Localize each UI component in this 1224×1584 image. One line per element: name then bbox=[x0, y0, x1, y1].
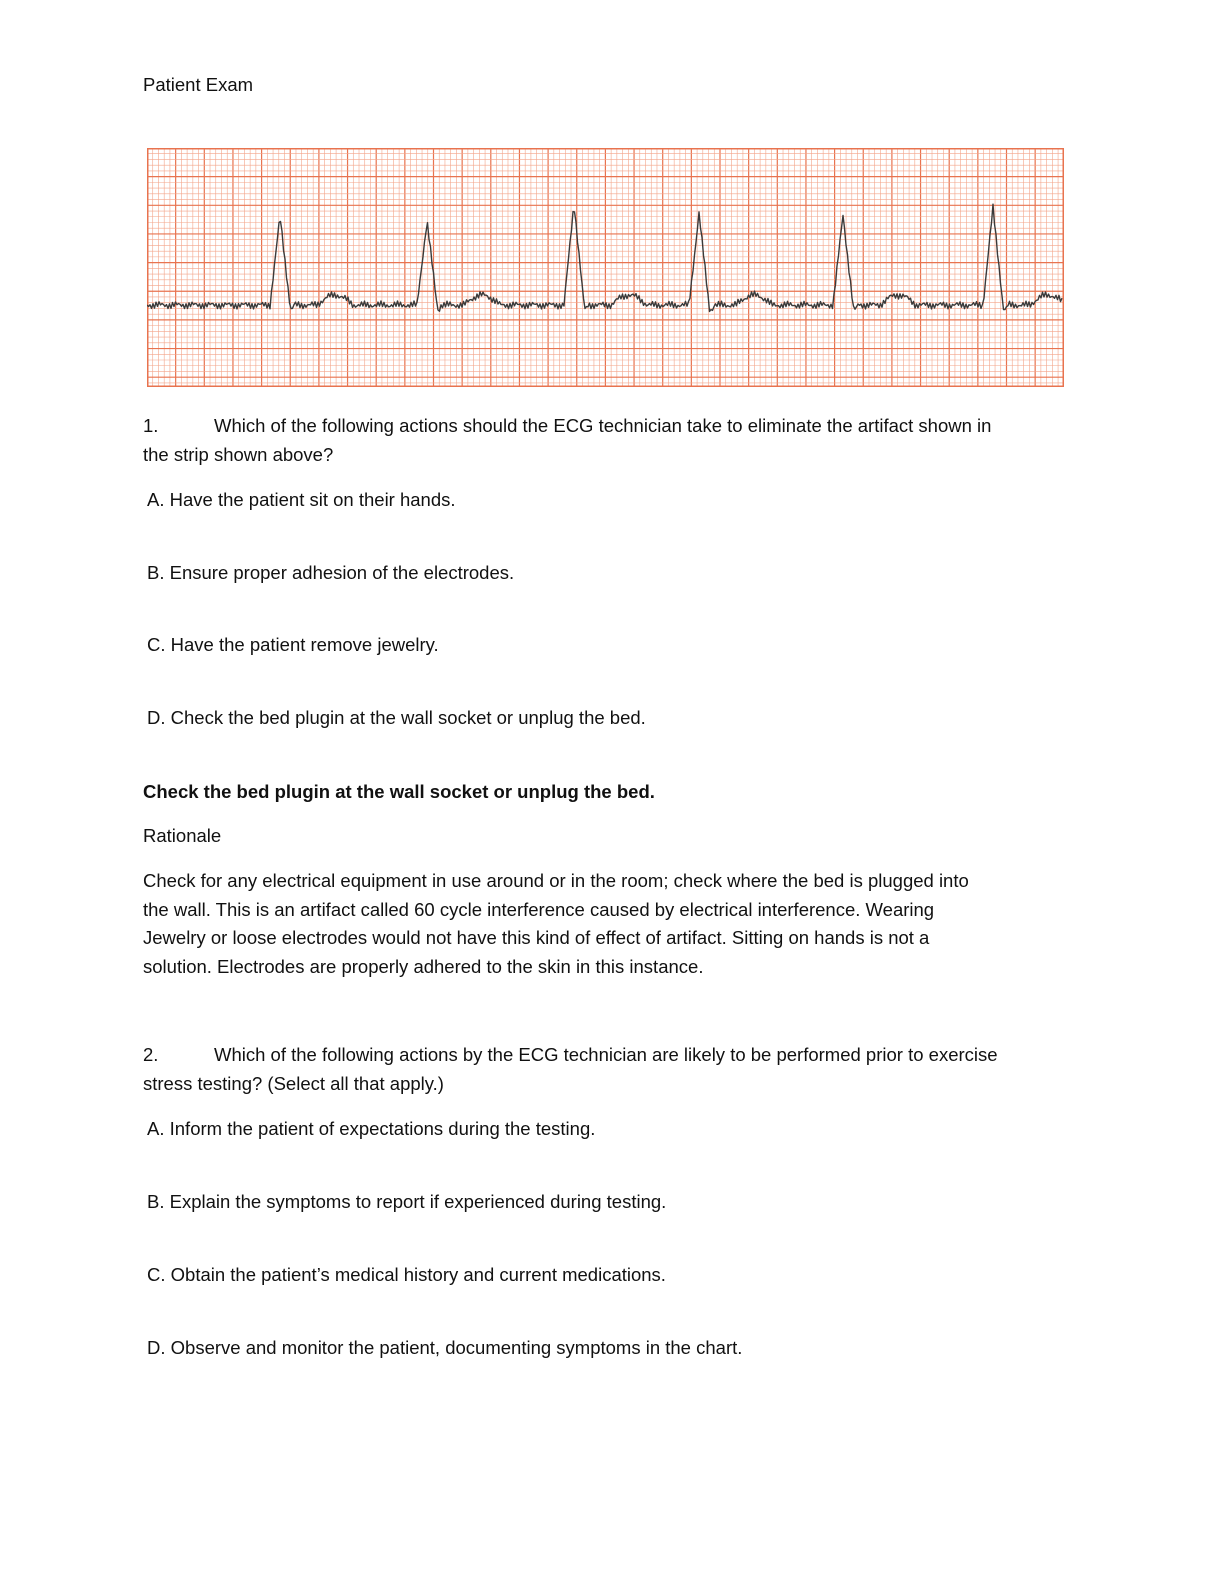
page-title: Patient Exam bbox=[143, 74, 254, 95]
question-1-option-b[interactable]: B. Ensure proper adhesion of the electrodes. bbox=[147, 562, 515, 583]
rationale-line: Check for any electrical equipment in use around or in the room; check where the bed is plugged into bbox=[143, 870, 969, 891]
ecg-grid bbox=[147, 148, 1064, 387]
question-1-option-a[interactable]: A. Have the patient sit on their hands. bbox=[147, 489, 456, 510]
rationale-line: the wall. This is an artifact called 60 cycle interference caused by electrical interference. Wearing bbox=[143, 899, 935, 920]
question-1-answer: Check the bed plugin at the wall socket or unplug the bed. bbox=[143, 781, 655, 802]
question-2-option-b[interactable]: B. Explain the symptoms to report if experienced during testing. bbox=[147, 1191, 667, 1212]
question-2-option-d[interactable]: D. Observe and monitor the patient, documenting symptoms in the chart. bbox=[147, 1337, 743, 1358]
question-2-stem-line1: Which of the following actions by the ECG technician are likely to be performed prior to exercise bbox=[214, 1044, 998, 1065]
question-1-stem-line1: Which of the following actions should the ECG technician take to eliminate the artifact shown in bbox=[214, 415, 992, 436]
ecg-strip-image bbox=[147, 148, 1064, 387]
question-1-option-c[interactable]: C. Have the patient remove jewelry. bbox=[147, 634, 439, 655]
rationale-line: Jewelry or loose electrodes would not have this kind of effect of artifact. Sitting on hands is not a bbox=[143, 927, 930, 948]
question-1-stem-line2: the strip shown above? bbox=[143, 444, 334, 465]
question-2-option-a[interactable]: A. Inform the patient of expectations during the testing. bbox=[147, 1118, 596, 1139]
rationale-heading: Rationale bbox=[143, 825, 222, 846]
question-2-number: 2. bbox=[143, 1044, 159, 1065]
question-2-option-c[interactable]: C. Obtain the patient’s medical history and current medications. bbox=[147, 1264, 666, 1285]
question-1-option-d[interactable]: D. Check the bed plugin at the wall socket or unplug the bed. bbox=[147, 707, 646, 728]
rationale-line: solution. Electrodes are properly adhered to the skin in this instance. bbox=[143, 956, 704, 977]
question-1-number: 1. bbox=[143, 415, 159, 436]
question-2-stem-line2: stress testing? (Select all that apply.) bbox=[143, 1073, 444, 1094]
